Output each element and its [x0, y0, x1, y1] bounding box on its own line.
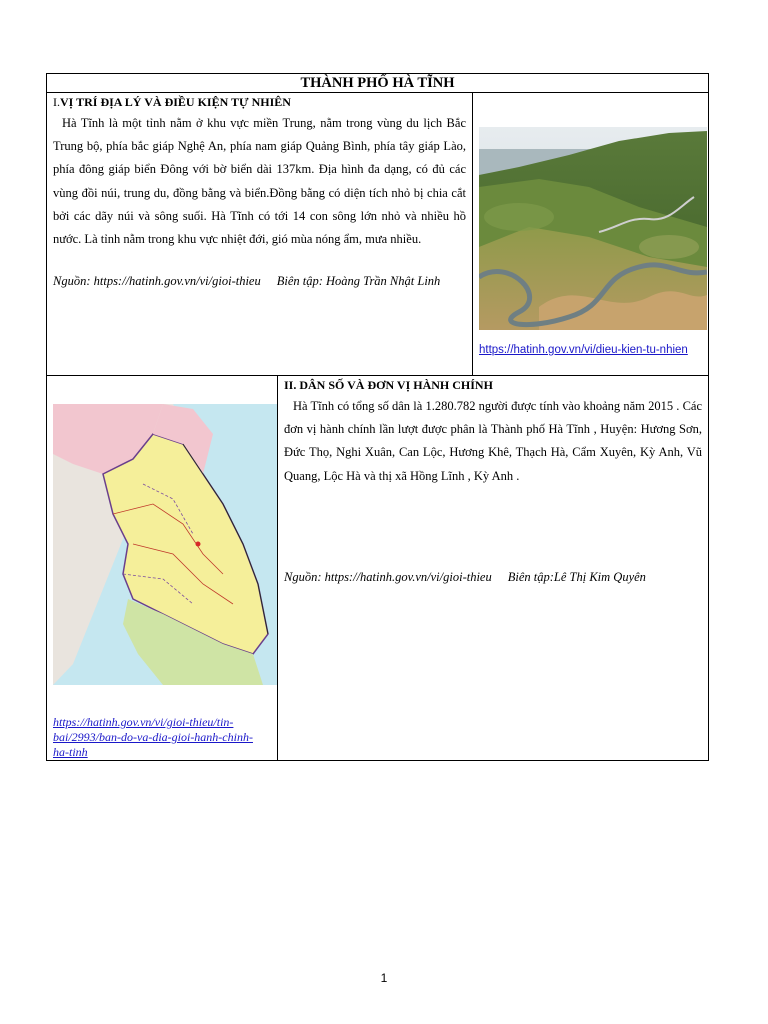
section1-image-cell	[473, 93, 709, 376]
section2-source-line	[284, 569, 702, 585]
landscape-photo	[479, 127, 707, 330]
section1-source: Nguồn: https://hatinh.gov.vn/vi/gioi-thieu	[53, 274, 261, 289]
section2-heading: II. DÂN SỐ VÀ ĐƠN VỊ HÀNH CHÍNH	[284, 378, 493, 392]
section1-text-cell	[47, 93, 473, 376]
section2-map-link[interactable]: https://hatinh.gov.vn/vi/gioi-thieu/tin-bai/2993/ban-do-va-dia-gioi-hanh-chinh-ha-tinh	[53, 715, 253, 759]
section1-image-link[interactable]: https://hatinh.gov.vn/vi/dieu-kien-tu-nhien	[479, 344, 688, 356]
section2-source: Nguồn: https://hatinh.gov.vn/vi/gioi-thieu	[284, 569, 492, 584]
page-title: THÀNH PHỐ HÀ TĨNH	[47, 74, 709, 93]
section1-heading	[53, 95, 466, 110]
content-table	[46, 73, 709, 761]
section2-body: Hà Tĩnh có tổng số dân là 1.280.782 người được tính vào khoảng năm 2015 . Các đơn vị hành chính lần lượt được phân là Thành phố Hà Tĩnh , Huyện: Hương Sơn, Đức Thọ, Nghi Xuân, Can Lộc, Hương Khê, Thạch Hà, Cẩm Xuyên, Kỳ Anh, Vũ Quang, Lộc Hà và thị xã Hồng Lĩnh , Kỳ Anh .	[284, 399, 702, 483]
province-map	[53, 404, 277, 685]
page-number: 1	[380, 971, 388, 985]
section2-map-cell	[47, 376, 278, 761]
section1-heading-text: VỊ TRÍ ĐỊA LÝ VÀ ĐIỀU KIỆN TỰ NHIÊN	[60, 95, 291, 109]
section1-editor: Biên tập: Hoàng Trần Nhật Linh	[276, 274, 441, 289]
section1-body: Hà Tĩnh là một tỉnh nằm ở khu vực miền Trung, nằm trong vùng du lịch Bắc Trung bộ, phía bắc giáp Nghệ An, phía nam giáp Quảng Bình, phía tây giáp Lào, phía đông giáp biển Đông với bờ biển dài 137km. Địa hình đa dạng, có đủ các vùng đồi núi, trung du, đồng bằng và biển.Đồng bằng có diện tích nhỏ bị chia cắt bởi các dãy núi và sông suối. Hà Tĩnh có tới 14 con sông lớn nhỏ và nhiều hồ nước. Là tỉnh nằm trong khu vực nhiệt đới, gió mùa nóng ẩm, mưa nhiều.	[53, 116, 466, 247]
section1-number: I.	[53, 95, 60, 109]
section2-text-cell	[278, 376, 709, 761]
section2-editor: Biên tập:Lê Thị Kim Quyên	[507, 569, 646, 584]
section1-source-line	[53, 273, 466, 289]
